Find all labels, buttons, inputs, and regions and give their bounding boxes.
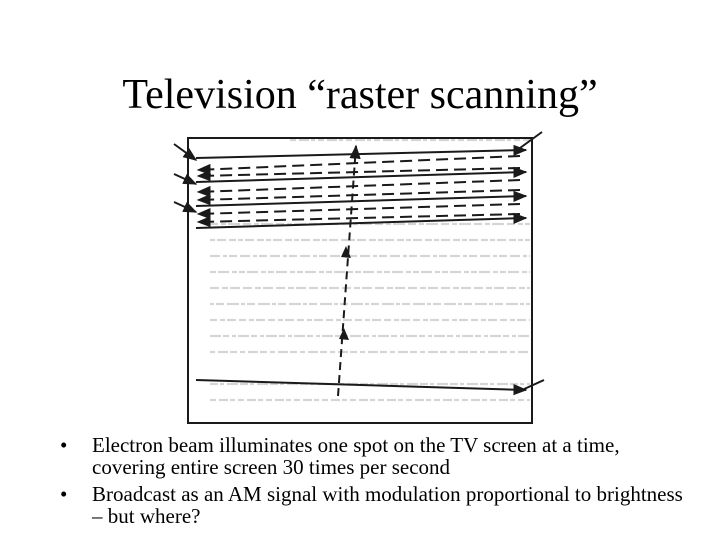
bullet-dot-icon: • — [60, 433, 68, 457]
retrace-line — [198, 204, 520, 214]
scan-line — [196, 150, 526, 158]
beam-arrow — [174, 202, 196, 212]
bullet-text: Electron beam illuminates one spot on the TV screen at a time, covering entire screen 30 times per second — [92, 433, 620, 479]
beam-arrow — [174, 144, 196, 160]
bullet-item — [56, 483, 696, 527]
bullet-dot-icon: • — [60, 482, 68, 506]
raster-scan-svg — [170, 128, 550, 428]
bullet-list — [56, 434, 696, 532]
retrace-line — [198, 168, 520, 176]
retrace-line — [198, 214, 520, 222]
retrace-line — [198, 180, 520, 192]
scan-line — [196, 172, 526, 182]
bullet-text: Broadcast as an AM signal with modulation proportional to brightness – but where? — [92, 482, 683, 528]
retrace-line — [198, 156, 520, 170]
slide-title: Television “raster scanning” — [122, 72, 598, 118]
background-text-texture — [210, 140, 530, 400]
raster-scan-diagram — [170, 128, 550, 428]
beam-arrow — [174, 174, 196, 184]
bullet-item — [56, 434, 696, 478]
retrace-arrowhead — [339, 328, 349, 340]
